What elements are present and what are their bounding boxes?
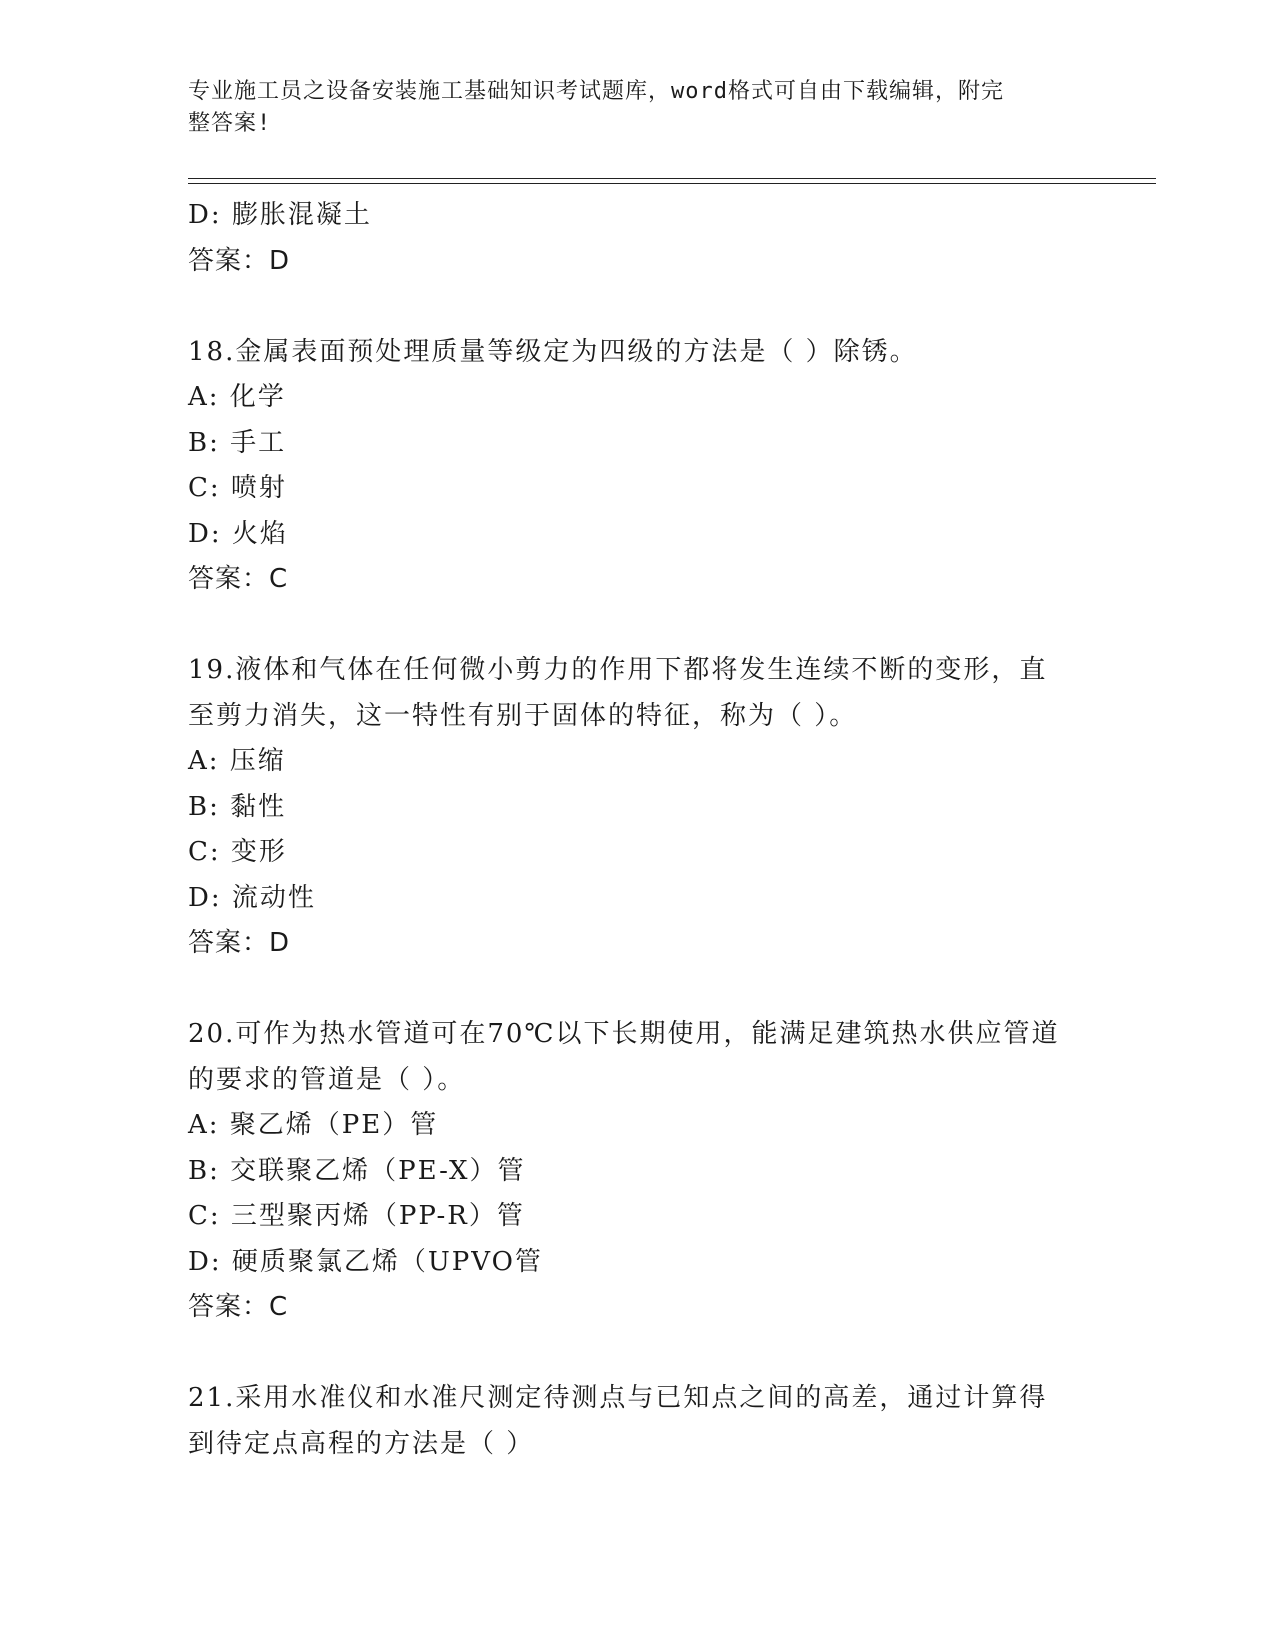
question-list (188, 193, 1088, 1467)
header-line-2: 整答案! (188, 111, 272, 136)
spacer (188, 967, 1088, 1013)
question-19 (188, 648, 1088, 967)
header-divider-top (188, 178, 1156, 179)
option-c: C: 变形 (188, 837, 287, 867)
option-b: B: 黏性 (188, 791, 287, 822)
option-a: A: 化学 (188, 382, 286, 412)
answer-label: 答案：C (188, 564, 289, 594)
option-d: D: 火焰 (188, 518, 288, 549)
option-a: A: 聚乙烯（PE）管 (188, 1110, 439, 1140)
document-header (188, 76, 1078, 140)
answer-label: 答案：C (188, 1292, 289, 1322)
spacer (188, 603, 1088, 649)
question-20 (188, 1012, 1088, 1331)
option-c: C: 喷射 (188, 473, 287, 503)
question-stem-line-1: 21.采用水准仪和水准尺测定待测点与已知点之间的高差，通过计算得 (188, 1383, 1048, 1413)
option-b: B: 交联聚乙烯（PE-X）管 (188, 1155, 526, 1186)
answer-label: 答案：D (188, 928, 291, 958)
option-b: B: 手工 (188, 427, 287, 458)
question-21 (188, 1376, 1088, 1467)
question-stem-line-2: 的要求的管道是（ ）。 (188, 1064, 466, 1095)
option-c: C: 三型聚丙烯（PP-R）管 (188, 1201, 525, 1231)
question-stem-line-1: 20.可作为热水管道可在70℃以下长期使用，能满足建筑热水供应管道 (188, 1019, 1060, 1049)
spacer (188, 1331, 1088, 1377)
question-stem-line-2: 至剪力消失，这一特性有别于固体的特征，称为（ ）。 (188, 700, 858, 731)
question-18 (188, 330, 1088, 603)
answer-label: 答案：D (188, 245, 291, 276)
spacer (188, 284, 1088, 330)
option-a: A: 压缩 (188, 746, 286, 776)
option-d: D: 硬质聚氯乙烯（UPVO管 (188, 1246, 543, 1277)
question-stem-line-2: 到待定点高程的方法是（ ） (188, 1428, 535, 1459)
question-stem: 18.金属表面预处理质量等级定为四级的方法是（ ）除锈。 (188, 336, 918, 367)
option-d: D: 膨胀混凝土 (188, 200, 372, 230)
header-line-1: 专业施工员之设备安装施工基础知识考试题库，word格式可自由下载编辑，附完 (188, 79, 1004, 104)
question-stem-line-1: 19.液体和气体在任何微小剪力的作用下都将发生连续不断的变形，直 (188, 655, 1048, 685)
header-divider-bottom (188, 183, 1156, 184)
option-d: D: 流动性 (188, 882, 316, 913)
